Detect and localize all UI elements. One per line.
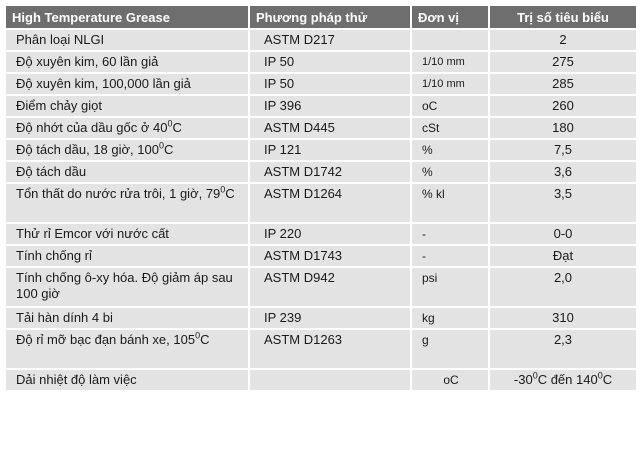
grease-spec-table: [4, 4, 638, 392]
unit-cell: kg: [412, 308, 488, 328]
method-cell: IP 121: [250, 140, 410, 160]
table-row: [6, 30, 636, 50]
header-typical-value: Trị số tiêu biểu: [490, 6, 636, 28]
unit-cell: [412, 30, 488, 50]
property-cell: Độ rỉ mỡ bạc đạn bánh xe, $105^0C$: [6, 330, 248, 368]
value-cell: 275: [490, 52, 636, 72]
header-property: High Temperature Grease: [6, 6, 248, 28]
value-cell: 260: [490, 96, 636, 116]
method-cell: ASTM D445: [250, 118, 410, 138]
unit-cell: g: [412, 330, 488, 368]
property-cell: Độ xuyên kim, 60 lần giả: [6, 52, 248, 72]
method-cell: ASTM D1742: [250, 162, 410, 182]
method-cell: ASTM D217: [250, 30, 410, 50]
spec-sheet: [4, 4, 636, 470]
method-cell: IP 239: [250, 308, 410, 328]
unit-cell: 1/10 mm: [412, 52, 488, 72]
table-row: [6, 330, 636, 368]
unit-cell: oC: [412, 96, 488, 116]
method-cell: IP 396: [250, 96, 410, 116]
unit-cell: %: [412, 140, 488, 160]
header-unit: Đơn vị: [412, 6, 488, 28]
method-cell: ASTM D942: [250, 268, 410, 306]
value-cell: 310: [490, 308, 636, 328]
table-row: [6, 370, 636, 390]
value-cell: 7,5: [490, 140, 636, 160]
value-cell: 2,0: [490, 268, 636, 306]
table-row: [6, 308, 636, 328]
property-cell: Điểm chảy giọt: [6, 96, 248, 116]
table-row: [6, 52, 636, 72]
property-cell: Tính chống rỉ: [6, 246, 248, 266]
unit-cell: -: [412, 246, 488, 266]
property-cell: Phân loại NLGI: [6, 30, 248, 50]
method-cell: IP 220: [250, 224, 410, 244]
table-row: [6, 118, 636, 138]
unit-cell: %: [412, 162, 488, 182]
unit-cell: psi: [412, 268, 488, 306]
table-row: [6, 162, 636, 182]
value-cell: 3,5: [490, 184, 636, 222]
value-cell: Đạt: [490, 246, 636, 266]
method-cell: ASTM D1264: [250, 184, 410, 222]
value-cell: $-30^0C$ đến $140^0C$: [490, 370, 636, 390]
table-row: [6, 96, 636, 116]
value-cell: 180: [490, 118, 636, 138]
property-cell: Thử rỉ Emcor với nước cất: [6, 224, 248, 244]
property-cell: Tổn thất do nước rửa trôi, 1 giờ, $79^0C$: [6, 184, 248, 222]
property-cell: Độ tách dầu: [6, 162, 248, 182]
property-cell: Độ nhớt của dầu gốc ở $40^0C$: [6, 118, 248, 138]
table-row: [6, 184, 636, 222]
value-cell: 285: [490, 74, 636, 94]
method-cell: IP 50: [250, 52, 410, 72]
value-cell: 0-0: [490, 224, 636, 244]
unit-cell: oC: [412, 370, 488, 390]
unit-cell: cSt: [412, 118, 488, 138]
method-cell: ASTM D1743: [250, 246, 410, 266]
header-test-method: Phương pháp thử: [250, 6, 410, 28]
method-cell: IP 50: [250, 74, 410, 94]
value-cell: 2: [490, 30, 636, 50]
table-row: [6, 74, 636, 94]
table-header-row: [6, 6, 636, 28]
value-cell: 2,3: [490, 330, 636, 368]
property-cell: Tính chống ô-xy hóa. Độ giảm áp sau 100 giờ: [6, 268, 248, 306]
unit-cell: -: [412, 224, 488, 244]
property-cell: Độ tách dầu, 18 giờ, $100^0C$: [6, 140, 248, 160]
property-cell: Tải hàn dính 4 bi: [6, 308, 248, 328]
table-row: [6, 268, 636, 306]
value-cell: 3,6: [490, 162, 636, 182]
property-cell: Độ xuyên kim, 100,000 lần giả: [6, 74, 248, 94]
unit-cell: 1/10 mm: [412, 74, 488, 94]
method-cell: ASTM D1263: [250, 330, 410, 368]
unit-cell: % kl: [412, 184, 488, 222]
table-row: [6, 246, 636, 266]
table-row: [6, 140, 636, 160]
property-cell: Dải nhiệt độ làm việc: [6, 370, 248, 390]
table-row: [6, 224, 636, 244]
method-cell: [250, 370, 410, 390]
